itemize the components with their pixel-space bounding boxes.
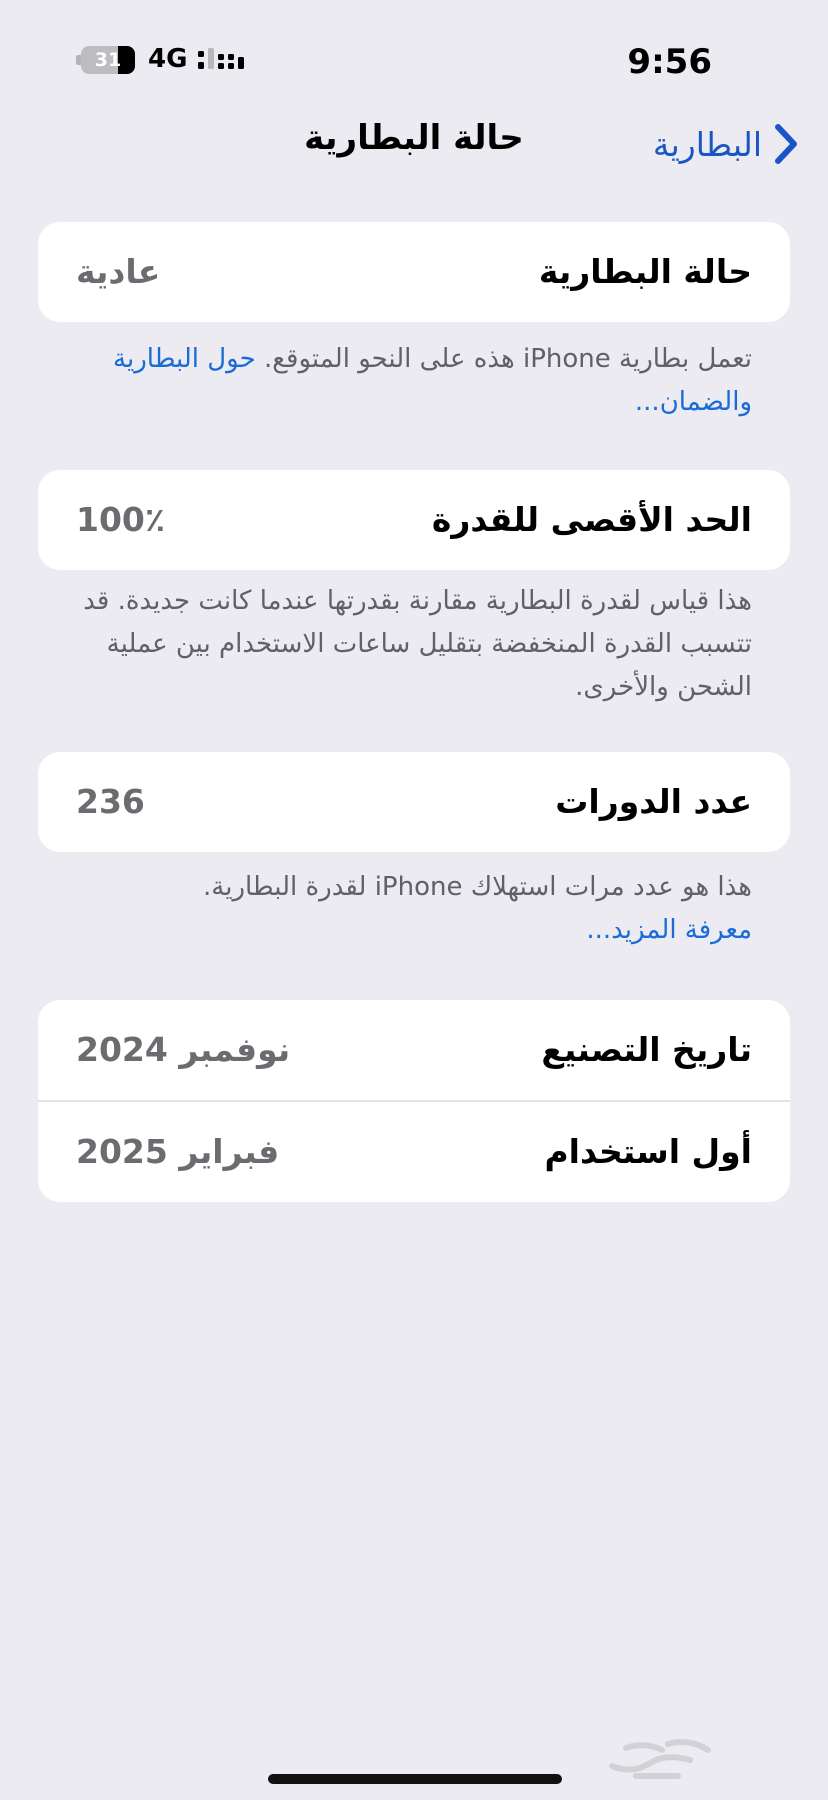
network-type: 4G	[148, 44, 188, 74]
back-button-label: البطارية	[652, 124, 762, 164]
battery-health-note-text: تعمل بطارية iPhone هذه على النحو المتوقع.	[255, 344, 752, 374]
max-capacity-label: الحد الأقصى للقدرة	[431, 500, 752, 539]
page-title: حالة البطارية	[304, 118, 524, 158]
battery-health-card	[38, 222, 790, 322]
cycle-count-row	[38, 752, 790, 852]
battery-warranty-link[interactable]: حول البطارية والضمان...	[113, 344, 752, 417]
battery-level-text: 31	[94, 49, 122, 71]
cellular-signal-icon	[198, 48, 244, 72]
max-capacity-card	[38, 470, 790, 570]
battery-health-value: عادية	[76, 252, 161, 291]
battery-health-note	[76, 338, 752, 424]
battery-icon	[76, 46, 136, 74]
manufacture-date-row	[38, 1000, 790, 1100]
first-use-label: أول استخدام	[544, 1132, 752, 1171]
status-bar	[0, 40, 828, 84]
battery-health-label: حالة البطارية	[538, 252, 752, 291]
learn-more-link[interactable]: معرفة المزيد...	[586, 915, 752, 945]
max-capacity-note: هذا قياس لقدرة البطارية مقارنة بقدرتها عندما كانت جديدة. قد تتسبب القدرة المنخفضة بتقليل ساعات الاستخدام بين عملية الشحن والأخرى.	[83, 586, 752, 702]
chevron-right-icon	[774, 123, 798, 165]
cycle-count-value: 236	[76, 782, 145, 821]
first-use-row	[38, 1102, 790, 1202]
status-time: 9:56	[627, 42, 712, 82]
first-use-value: فبراير 2025	[76, 1132, 280, 1171]
cycle-count-note	[76, 866, 752, 952]
manufacture-date-value: نوفمبر 2024	[76, 1030, 291, 1069]
haraj-watermark-logo	[606, 1726, 716, 1782]
cycle-count-card	[38, 752, 790, 852]
navigation-bar	[0, 118, 828, 170]
cycle-count-label: عدد الدورات	[555, 782, 752, 821]
battery-health-row	[38, 222, 790, 322]
max-capacity-row	[38, 470, 790, 570]
manufacture-date-label: تاريخ التصنيع	[541, 1030, 752, 1069]
battery-dates-card	[38, 1000, 790, 1202]
cycle-count-note-text: هذا هو عدد مرات استهلاك iPhone لقدرة البطارية.	[203, 872, 752, 902]
max-capacity-value: 100٪	[76, 500, 166, 539]
back-button[interactable]	[653, 118, 798, 170]
home-indicator[interactable]	[268, 1774, 562, 1784]
